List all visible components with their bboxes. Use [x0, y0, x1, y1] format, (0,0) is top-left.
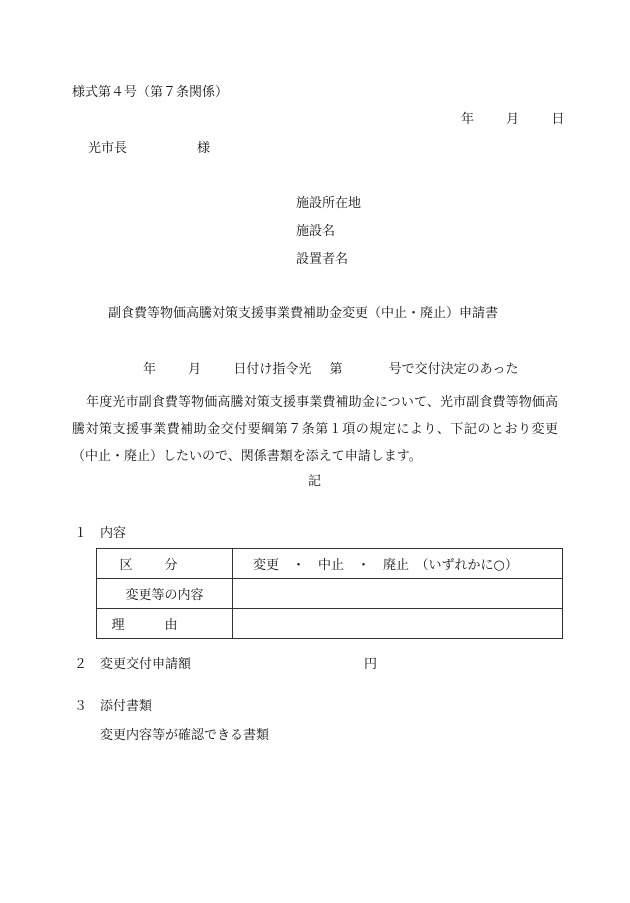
body-dai: 第 [329, 362, 343, 377]
reason-label: 理由 [111, 618, 218, 633]
attachment-item: 変更内容等が確認できる書類 [100, 728, 270, 743]
honorific: 様 [197, 141, 211, 156]
founder-name-label: 設置者名 [296, 252, 349, 267]
body-month: 月 [188, 362, 202, 377]
change-content-value[interactable] [233, 579, 563, 609]
date-day: 日 [551, 112, 565, 127]
body-date-text: 日付け指令光 [233, 362, 312, 377]
addressee [88, 141, 210, 157]
section-1-heading [74, 526, 126, 542]
body-paragraph [72, 389, 558, 470]
body-end: 号で交付決定のあった [388, 362, 519, 377]
table-row [97, 579, 563, 609]
category-label-cell [97, 549, 233, 579]
reason-label-cell [97, 609, 233, 639]
ki-mark: 記 [308, 474, 322, 489]
body-paragraph-text: 年度光市副食費等物価高騰対策支援事業費補助金について、光市副食費等物価高騰対策支援事業費補助金交付要綱第７条第１項の規定により、下記のとおり変更（中止・廃止）したいので、関係書類を添えて申請します。 [72, 395, 558, 464]
section-3-label: 添付書類 [100, 699, 153, 714]
section-2-unit: 円 [364, 657, 378, 672]
section-2-number: ２ [74, 657, 88, 672]
addressee-name: 光市長 [88, 141, 128, 156]
category-label: 区分 [119, 558, 210, 573]
facility-address-label: 施設所在地 [296, 196, 362, 211]
change-content-label: 変更等の内容 [97, 579, 233, 609]
section-2-label: 変更交付申請額 [100, 657, 192, 672]
section-1-number: １ [74, 526, 88, 541]
table-row [97, 609, 563, 639]
body-first-line [143, 362, 519, 378]
date-month: 月 [506, 112, 520, 127]
document-title: 副食費等物価高騰対策支援事業費補助金変更（中止・廃止）申請書 [108, 306, 499, 321]
reason-value[interactable] [233, 609, 563, 639]
section-3-number: ３ [74, 699, 88, 714]
section-1-label: 内容 [100, 526, 127, 541]
date-line [461, 112, 564, 128]
section-3-heading [74, 699, 152, 715]
section-2-heading [74, 657, 378, 673]
facility-name-label: 施設名 [296, 224, 336, 239]
table-row [97, 549, 563, 579]
date-year: 年 [461, 112, 475, 127]
form-number: 様式第４号（第７条関係） [72, 85, 229, 100]
category-value-cell[interactable]: 変更 ・ 中止 ・ 廃止 （いずれかに○） [233, 549, 563, 579]
content-table [96, 548, 563, 639]
body-year: 年 [143, 362, 157, 377]
